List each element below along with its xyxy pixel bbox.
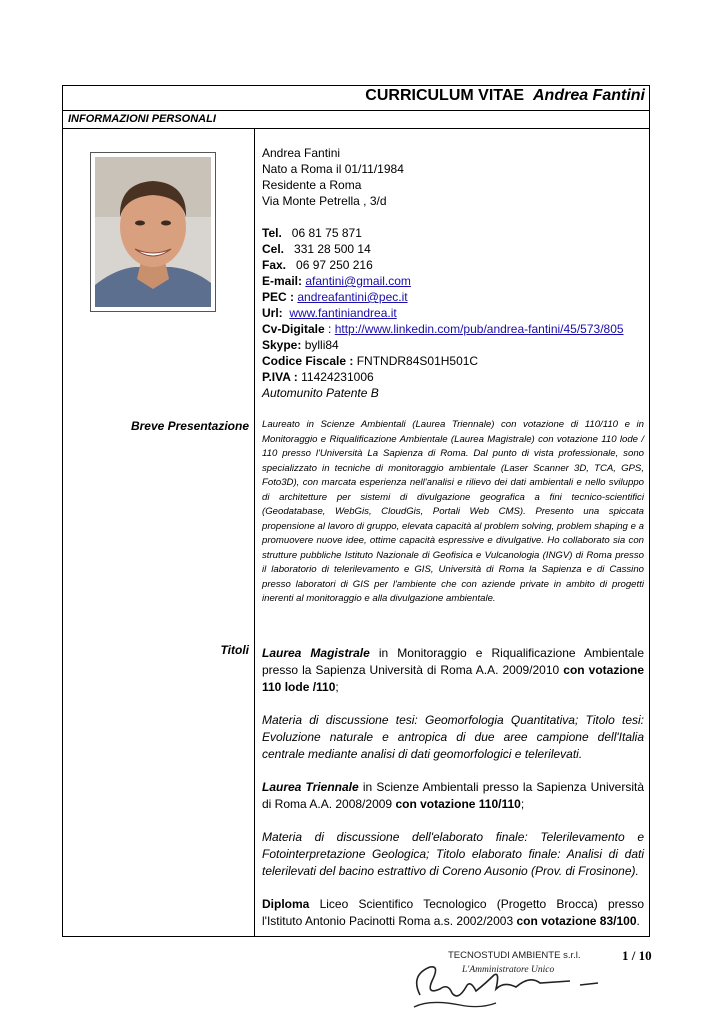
stamp-role: L'Amministratore Unico [462, 965, 555, 975]
presentation-text: Laureato in Scienze Ambientali (Laurea Triennale) con votazione di 110/110 e in Monitoraggio e Riqualificazione Ambientale (Laurea Magistrale) con votazione 110 lode / 110 presso l'Università La Sapienza di Roma. Dal punto di vista professionale, sono specializzato in tecniche di monitoraggio ambientale (Laser Scanner 3D, TCA, GPS, Foto3D), con marcata esperienza nell'analisi e rilievo dei dati ambientali e nello sviluppo di architetture per sistemi di divulgazione geografica a fini tecnico-scientifici (Geodatabase, WebGis, CloudGis, Portali Web CMS). Presento una spiccata propensione al lavoro di gruppo, elevata capacità al problem solving, problem shaping e a promuovere nuove idee, ottime capacità espressive e divulgative. Ho collaborato sia con strutture pubbliche Istituto Nazionale di Geofisica e Vulcanologia (INGV) di Roma presso il laboratorio di telerilevamento e GIS, Università di Roma la Sapienza e di Cassino presso laboratori di GIS per l'ambiente che con aziende private in ambito di progetti inerenti al monitoraggio e alla divulgazione ambientale. [262, 419, 644, 604]
skype-row: Skype: bylli84 [262, 338, 339, 352]
section-title: INFORMAZIONI PERSONALI [68, 113, 216, 125]
column-divider [254, 128, 255, 937]
full-name: Andrea Fantini [262, 146, 341, 160]
email-link[interactable]: afantini@gmail.com [305, 274, 411, 288]
laurea-triennale: Laurea Triennale in Scienze Ambientali presso la Sapienza Università di Roma A.A. 2008/2009 con votazione 110/110; [262, 780, 644, 811]
address: Via Monte Petrella , 3/d [262, 194, 387, 208]
url-row: Url: www.fantiniandrea.it [262, 306, 397, 320]
fax-row: Fax. 06 97 250 216 [262, 258, 373, 272]
tax-code-row: Codice Fiscale : FNTNDR84S01H501C [262, 354, 479, 368]
pec-row: PEC : andreafantini@pec.it [262, 290, 408, 304]
diploma: Diploma Liceo Scientifico Tecnologico (Progetto Brocca) presso l'Istituto Antonio Pacinotti Roma a.s. 2002/2003 con votazione 83/100. [262, 897, 644, 928]
presentation-label: Breve Presentazione [130, 419, 249, 433]
cel-row: Cel. 331 28 500 14 [262, 242, 371, 256]
vat-row: P.IVA : 11424231006 [262, 370, 374, 384]
titoli-section [262, 645, 644, 946]
residence: Residente a Roma [262, 178, 362, 192]
signature-stamp [400, 945, 610, 1015]
stamp-company: TECNOSTUDI AMBIENTE s.r.l. [448, 950, 581, 961]
laurea-magistrale: Laurea Magistrale in Monitoraggio e Riqualificazione Ambientale presso la Sapienza Università di Roma A.A. 2009/2010 con votazione 110 lode /110; [262, 646, 644, 694]
divider [62, 110, 650, 111]
linkedin-link[interactable]: http://www.linkedin.com/pub/andrea-fantini/45/573/805 [334, 322, 624, 336]
magistrale-thesis: Materia di discussione tesi: Geomorfologia Quantitativa; Titolo tesi: Evoluzione naturale e antropica di due aree campione dell'Italia centrale mediante analisi di dati geomorfologici e telerilevati. [262, 713, 644, 761]
title-name: Andrea Fantini [532, 87, 645, 104]
email-row: E-mail: afantini@gmail.com [262, 274, 411, 288]
profile-photo [90, 152, 216, 312]
personal-info [262, 145, 647, 401]
website-link[interactable]: www.fantiniandrea.it [289, 306, 397, 320]
divider [62, 128, 650, 129]
pec-link[interactable]: andreafantini@pec.it [297, 290, 408, 304]
driving-license: Automunito Patente B [262, 386, 379, 400]
titoli-label: Titoli [220, 643, 249, 657]
birth-info: Nato a Roma il 01/11/1984 [262, 162, 404, 176]
tel-row: Tel. 06 81 75 871 [262, 226, 362, 240]
triennale-thesis: Materia di discussione dell'elaborato finale: Telerilevamento e Fotointerpretazione Geologica; Titolo elaborato finale: Analisi di dati telerilevati del bacino estrattivo di Coreno Ausonio (Prov. di Frosinone). [262, 830, 644, 878]
page-title: CURRICULUM VITAE Andrea Fantini [365, 87, 645, 104]
page-number: 1 / 10 [622, 948, 652, 963]
cv-row: Cv-Digitale : http://www.linkedin.com/pub/andrea-fantini/45/573/805 [262, 322, 624, 336]
